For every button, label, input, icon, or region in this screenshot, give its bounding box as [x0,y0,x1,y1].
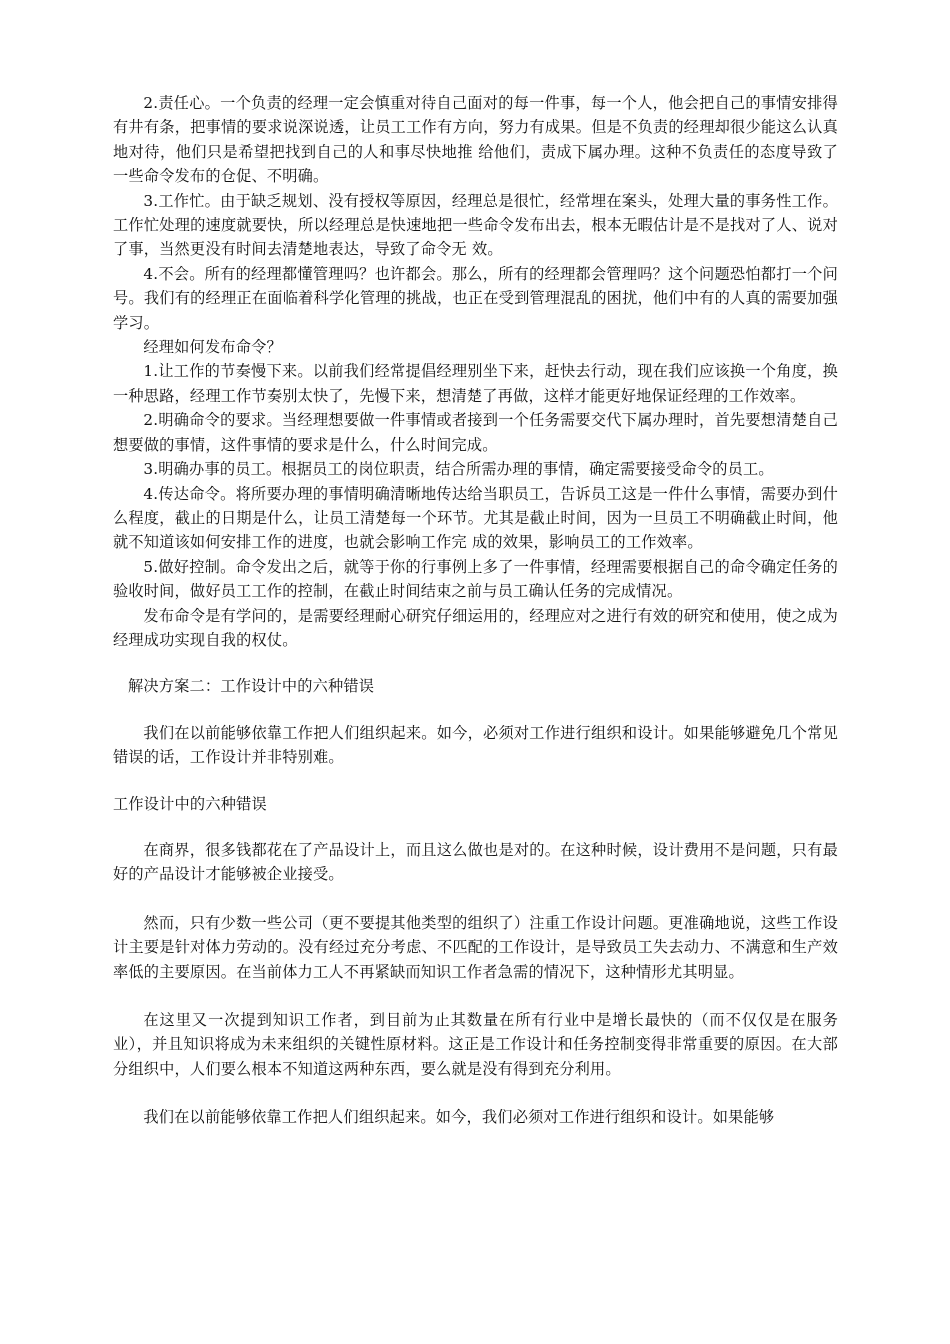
paragraph-clarify-staff: 3.明确办事的员工。根据员工的岗位职责，结合所需办理的事情，确定需要接受命令的员工。 [143,460,774,479]
paragraph-knowledge-workers: 在这里又一次提到知识工作者，到目前为止其数量在所有行业中是增长最快的（而不仅仅是在服务业），并且知识将成为未来组织的关键性原材料。这正是工作设计和任务控制变得非常重要的原因。在大部分组织中，人们要么根本不知道这两种东西，要么就是没有得到充分利用。 [113,1011,838,1078]
paragraph-slow-down: 1.让工作的节奏慢下来。以前我们经常提倡经理别坐下来，赶快去行动，现在我们应该换一个角度，换一种思路，经理工作节奏别太快了，先慢下来，想清楚了再做，这样才能更好地保证经理的工作效率。 [113,362,838,405]
solution-heading: 解决方案二：工作设计中的六种错误 [128,677,375,696]
paragraph-convey-command: 4.传达命令。将所要办理的事情明确清晰地传达给当职员工，告诉员工这是一件什么事情，需要办到什么程度，截止的日期是什么，让员工清楚每一个环节。尤其是截止时间，因为一旦员工不明确截止时间，他就不知道该如何安排工作的进度，也就会影响工作完 成的效果，影响员工的工作效率。 [113,484,838,552]
paragraph-work-design: 然而，只有少数一些公司（更不要提其他类型的组织了）注重工作设计问题。更准确地说，这些工作设计主要是针对体力劳动的。没有经过充分考虑、不匹配的工作设计，是导致员工失去动力、不满意和生产效率低的主要原因。在当前体力工人不再紧缺而知识工作者急需的情况下，这种情形尤其明显。 [113,913,838,981]
paragraph-incompetence: 4.不会。所有的经理都懂管理吗？也许都会。那么，所有的经理都会管理吗？这个问题恐怕都打一个问号。我们有的经理正在面临着科学化管理的挑战，也正在受到管理混乱的困扰，他们中有的人真的需要加强学习。 [113,264,838,332]
paragraph-control: 5.做好控制。命令发出之后，就等于你的行事例上多了一件事情，经理需要根据自己的命令确定任务的验收时间，做好员工工作的控制，在截止时间结束之前与员工确认任务的完成情况。 [113,557,838,601]
intro-paragraph: 我们在以前能够依靠工作把人们组织起来。如今，必须对工作进行组织和设计。如果能够避免几个常见错误的话，工作设计并非特别难。 [113,723,838,767]
document-page [113,91,838,1130]
paragraph-how-to-issue-commands: 经理如何发布命令？ [143,338,282,357]
paragraph-organizing-work: 我们在以前能够依靠工作把人们组织起来。如今，我们必须对工作进行组织和设计。如果能够 [143,1108,775,1127]
paragraph-responsibility: 2.责任心。一个负责的经理一定会慎重对待自己面对的每一件事，每一个人，他会把自己的事情安排得有井有条，把事情的要求说深说透，让员工工作有方向，努力有成果。但是不负责的经理却很少能这么认真地对待，他们只是希望把找到自己的人和事尽快地推 给他们，责成下属办理。这种不负责任的态度导致了一些命令发布的仓促、不明确。 [113,94,838,186]
paragraph-busy: 3.工作忙。由于缺乏规划、没有授权等原因，经理总是很忙，经常埋在案头，处理大量的事务性工作。工作忙处理的速度就要快，所以经理总是快速地把一些命令发布出去，根本无暇估计是不是找对了人、说对了事，当然更没有时间去清楚地表达，导致了命令无 效。 [113,191,838,259]
paragraph-clarify-requirements: 2.明确命令的要求。当经理想要做一件事情或者接到一个任务需要交代下属办理时，首先要想清楚自己想要做的事情，这件事情的要求是什么，什么时间完成。 [113,411,838,454]
section-heading: 工作设计中的六种错误 [113,794,267,813]
paragraph-product-design: 在商界，很多钱都花在了产品设计上，而且这么做也是对的。在这种时候，设计费用不是问题，只有最好的产品设计才能够被企业接受。 [113,840,838,884]
paragraph-conclusion: 发布命令是有学问的，是需要经理耐心研究仔细运用的，经理应对之进行有效的研究和使用，使之成为经理成功实现自我的权仗。 [113,606,838,649]
